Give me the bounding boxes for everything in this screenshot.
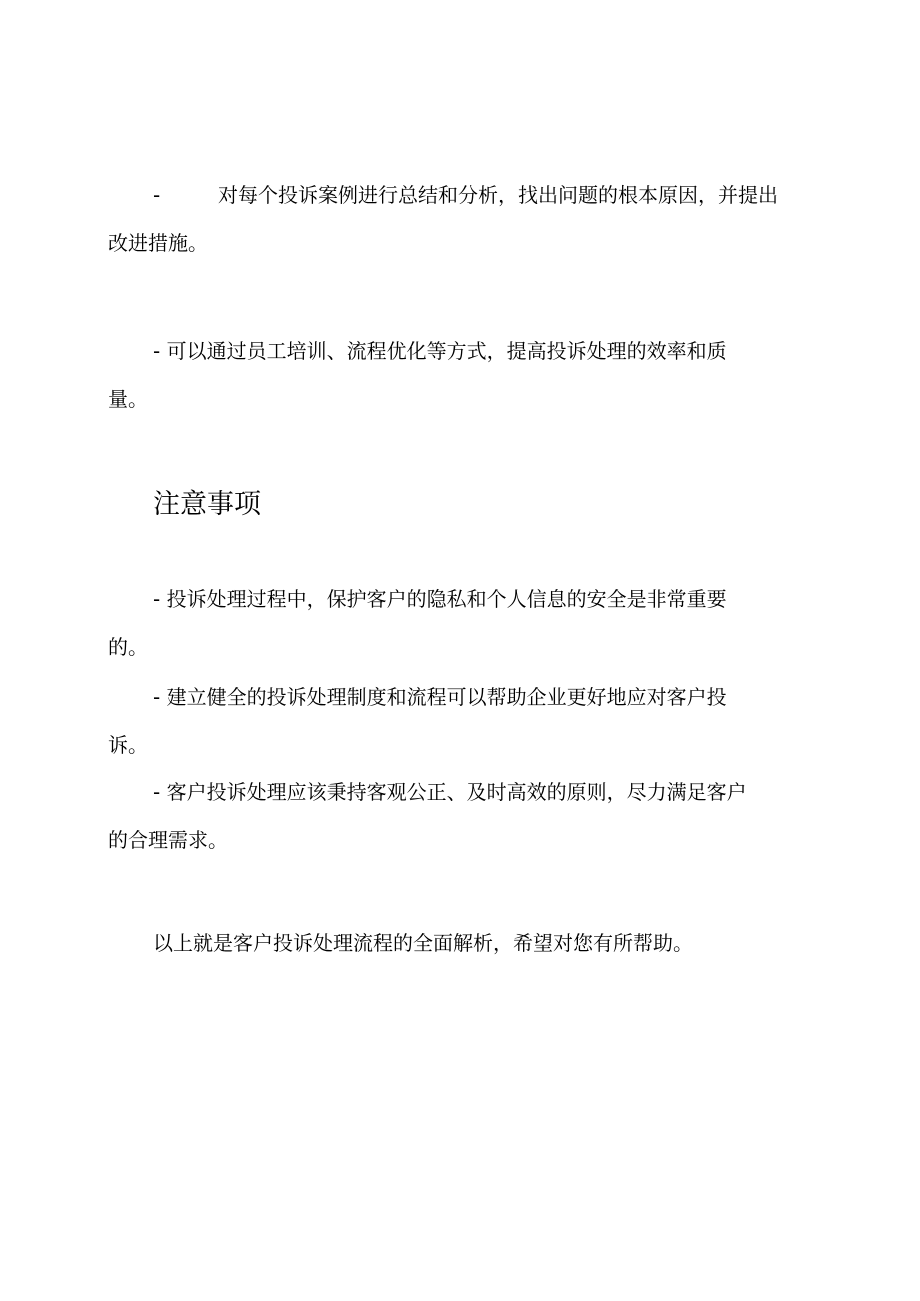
paragraph-text: 对每个投诉案例进行总结和分析，找出问题的根本原因，并提出: [218, 183, 778, 207]
paragraph-line: [0, 183, 778, 207]
list-item-line: - 客户投诉处理应该秉持客观公正、及时高效的原则，尽力满足客户: [153, 780, 747, 804]
list-item-line: 的。: [108, 635, 148, 659]
paragraph-line: 改进措施。: [108, 231, 208, 255]
list-item-line: - 投诉处理过程中，保护客户的隐私和个人信息的安全是非常重要: [153, 587, 727, 611]
section-heading: 注意事项: [153, 489, 261, 520]
list-dash: -: [153, 183, 161, 207]
paragraph-line: - 可以通过员工培训、流程优化等方式，提高投诉处理的效率和质: [153, 339, 727, 363]
paragraph-line: 量。: [108, 387, 148, 411]
list-item-line: 诉。: [108, 733, 148, 757]
list-item-line: 的合理需求。: [108, 828, 228, 852]
conclusion-text: 以上就是客户投诉处理流程的全面解析，希望对您有所帮助。: [153, 931, 693, 955]
list-item-line: - 建立健全的投诉处理制度和流程可以帮助企业更好地应对客户投: [153, 685, 727, 709]
